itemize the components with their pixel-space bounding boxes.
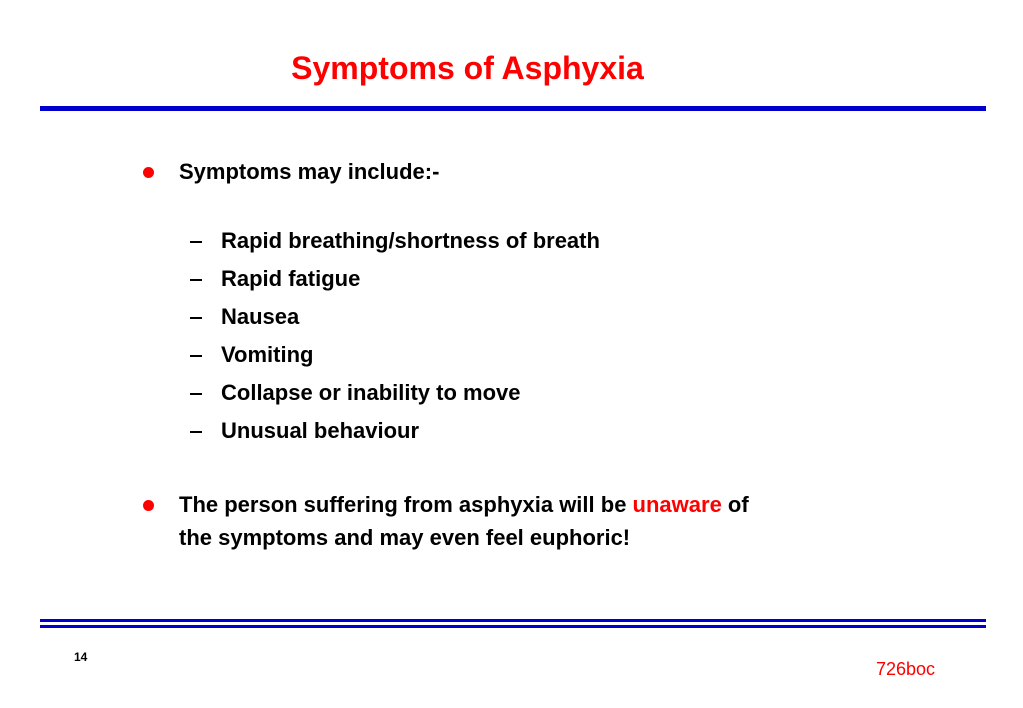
symptom-text: Unusual behaviour [221,418,420,443]
page-number: 14 [74,650,88,664]
bullet-dot-icon [143,500,154,511]
symptom-text: Rapid fatigue [221,266,361,291]
symptom-text: Collapse or inability to move [221,380,521,405]
footer-divider-bottom [40,625,986,628]
footer-divider-top [40,619,986,622]
dash-icon [190,355,202,357]
warning-text-line-2: the symptoms and may even feel euphoric! [179,525,631,550]
dash-icon [190,393,202,395]
dash-icon [190,279,202,281]
bullet-dot-icon [143,167,154,178]
warning-text-end: of [721,492,749,517]
footer-code: 726boc [876,659,936,679]
symptom-text: Rapid breathing/shortness of breath [221,228,600,253]
dash-icon [190,241,202,243]
title-divider [40,106,986,111]
dash-icon [190,317,202,319]
symptom-text: Nausea [221,304,300,329]
dash-icon [190,431,202,433]
bullet-text: Symptoms may include:- [179,159,440,184]
bullet-text [179,488,749,554]
warning-text-start: The person suffering from asphyxia will be [179,492,633,517]
slide-title: Symptoms of Asphyxia [291,50,644,86]
warning-emphasis: unaware [632,492,722,517]
symptom-text: Vomiting [221,342,314,367]
